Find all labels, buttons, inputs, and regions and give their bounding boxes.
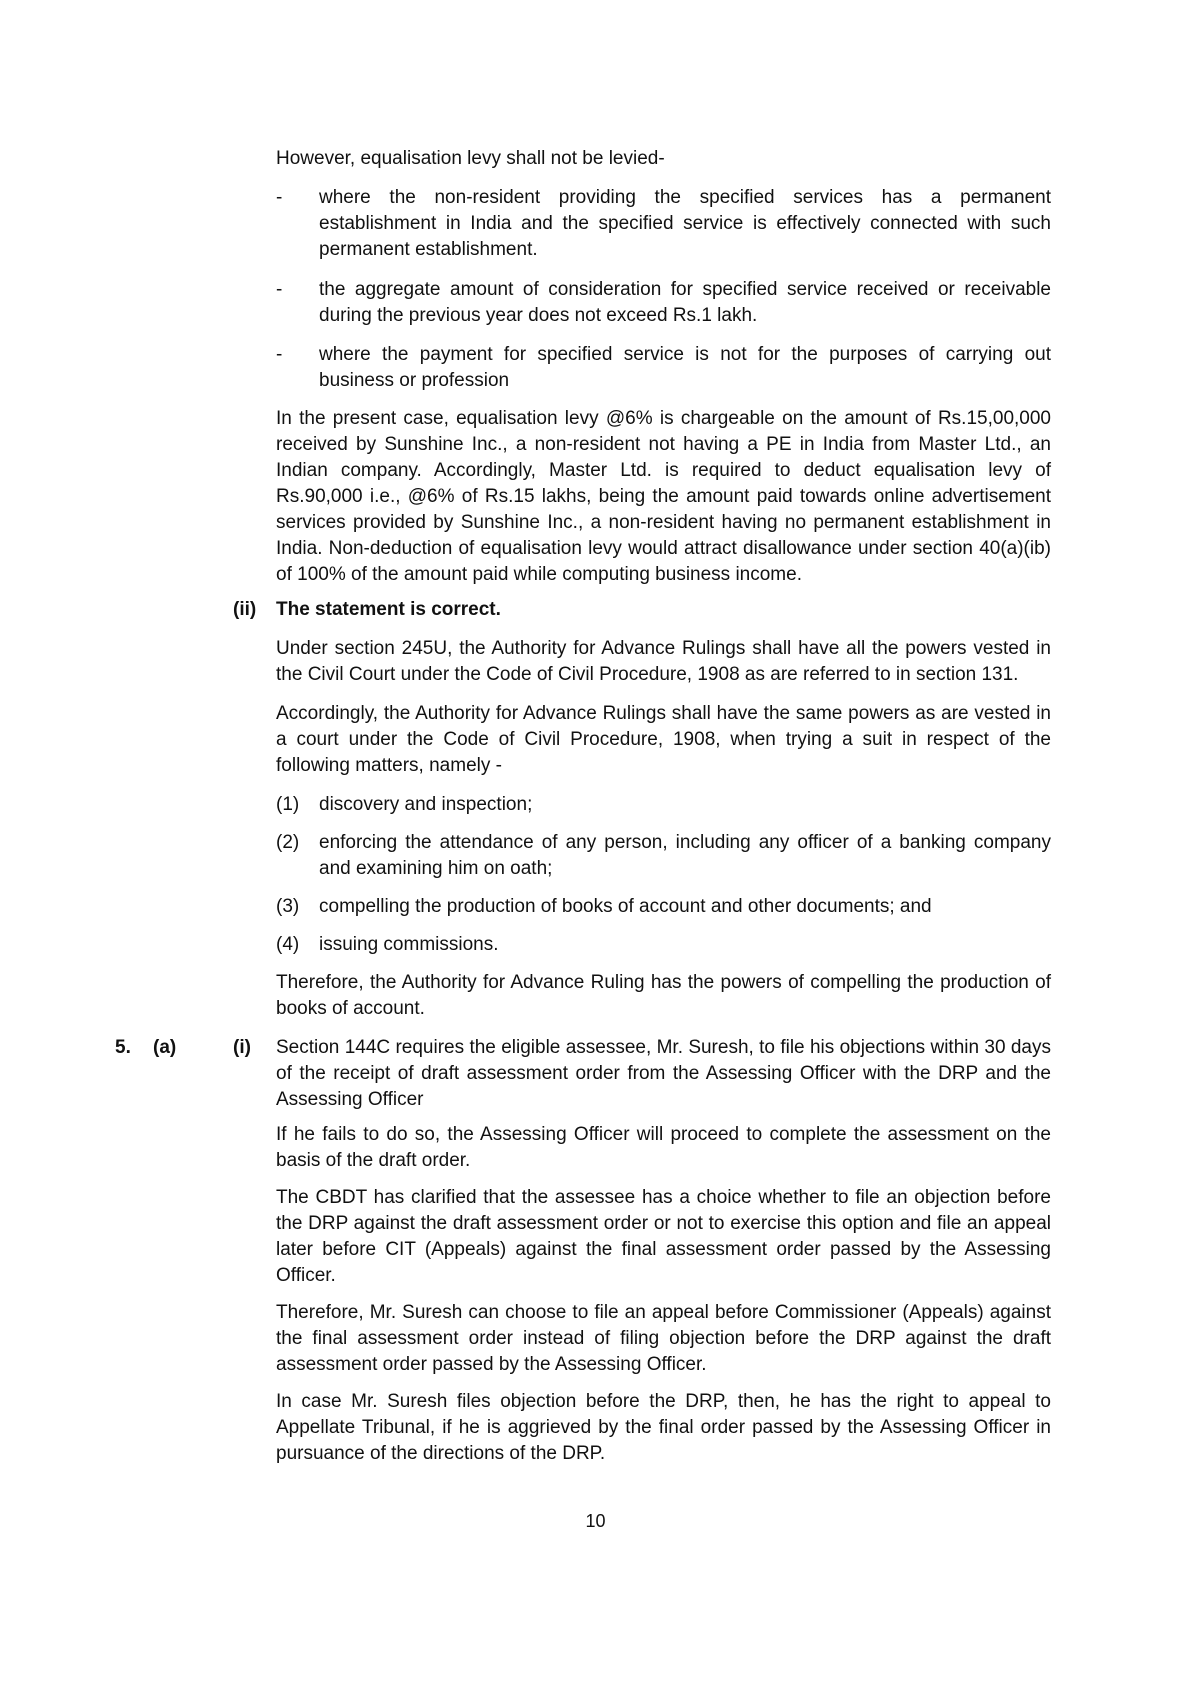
q5-paragraph-3: The CBDT has clarified that the assessee has a choice whether to file an objection before the DRP against the draft assessment order or not to exercise this option and file an appeal later before CIT (Appeals) against the final assessment order passed by the Assessing Officer. bbox=[276, 1187, 1051, 1286]
matter-text: issuing commissions. bbox=[319, 934, 499, 955]
q5-paragraph-5: In case Mr. Suresh files objection before the DRP, then, he has the right to appeal to Appellate Tribunal, if he is aggrieved by the final order passed by the Assessing Officer in pursuance of the directions of the DRP. bbox=[276, 1391, 1051, 1464]
intro-text: However, equalisation levy shall not be levied- bbox=[276, 148, 665, 169]
question-part-label: (a) bbox=[153, 1037, 177, 1058]
exception-item-2 bbox=[276, 277, 1051, 329]
q5-paragraph-1: Section 144C requires the eligible assessee, Mr. Suresh, to file his objections within 30 days of the receipt of draft assessment order from the Assessing Officer with the DRP and the Assessing Officer bbox=[276, 1037, 1051, 1110]
part-ii-label: (ii) bbox=[233, 599, 257, 620]
dash-marker: - bbox=[276, 344, 283, 365]
dash-marker: - bbox=[276, 279, 283, 300]
matter-text: discovery and inspection; bbox=[319, 794, 533, 815]
exception-text: the aggregate amount of consideration for specified service received or receivable during the previous year does not exceed Rs.1 lakh. bbox=[319, 279, 1051, 326]
part-ii-paragraph-1: Under section 245U, the Authority for Advance Rulings shall have all the powers vested in the Civil Court under the Code of Civil Procedure, 1908 as are referred to in section 131. bbox=[276, 638, 1051, 685]
part-ii-heading: The statement is correct. bbox=[276, 599, 501, 620]
dash-marker: - bbox=[276, 187, 283, 208]
matter-number: (2) bbox=[276, 832, 300, 853]
matter-number: (3) bbox=[276, 896, 300, 917]
exception-item-1 bbox=[276, 185, 1051, 263]
exception-text: where the non-resident providing the specified services has a permanent establishment in India and the specified service is effectively connected with such permanent establishment. bbox=[319, 187, 1051, 260]
question-sub-label: (i) bbox=[233, 1037, 251, 1058]
matter-number: (1) bbox=[276, 794, 300, 815]
exception-text: where the payment for specified service is not for the purposes of carrying out business or profession bbox=[319, 344, 1051, 391]
q5-paragraph-2: If he fails to do so, the Assessing Officer will proceed to complete the assessment on the basis of the draft order. bbox=[276, 1124, 1051, 1171]
exception-item-3 bbox=[276, 342, 1051, 394]
matter-text: compelling the production of books of account and other documents; and bbox=[319, 896, 932, 917]
matter-number: (4) bbox=[276, 934, 300, 955]
case-paragraph: In the present case, equalisation levy @6% is chargeable on the amount of Rs.15,00,000 received by Sunshine Inc., a non-resident not having a PE in India from Master Ltd., an Indian company. Accordingly, Master Ltd. is required to deduct equalisation levy of Rs.90,000 i.e., @6% of Rs.15 lakhs, being the amount paid towards online advertisement services provided by Sunshine Inc., a non-resident having no permanent establishment in India. Non-deduction of equalisation levy would attract disallowance under section 40(a)(ib) of 100% of the amount paid while computing business income. bbox=[276, 408, 1051, 585]
page-number: 10 bbox=[585, 1511, 606, 1531]
question-number: 5. bbox=[115, 1037, 131, 1058]
part-ii-conclusion: Therefore, the Authority for Advance Ruling has the powers of compelling the production of books of account. bbox=[276, 972, 1051, 1019]
q5-paragraph-4: Therefore, Mr. Suresh can choose to file an appeal before Commissioner (Appeals) against the final assessment order instead of filing objection before the DRP against the draft assessment order passed by the Assessing Officer. bbox=[276, 1302, 1051, 1375]
matter-text: enforcing the attendance of any person, including any officer of a banking company and examining him on oath; bbox=[319, 832, 1051, 879]
part-ii-paragraph-2: Accordingly, the Authority for Advance Rulings shall have the same powers as are vested in a court under the Code of Civil Procedure, 1908, when trying a suit in respect of the following matters, namely - bbox=[276, 703, 1051, 776]
